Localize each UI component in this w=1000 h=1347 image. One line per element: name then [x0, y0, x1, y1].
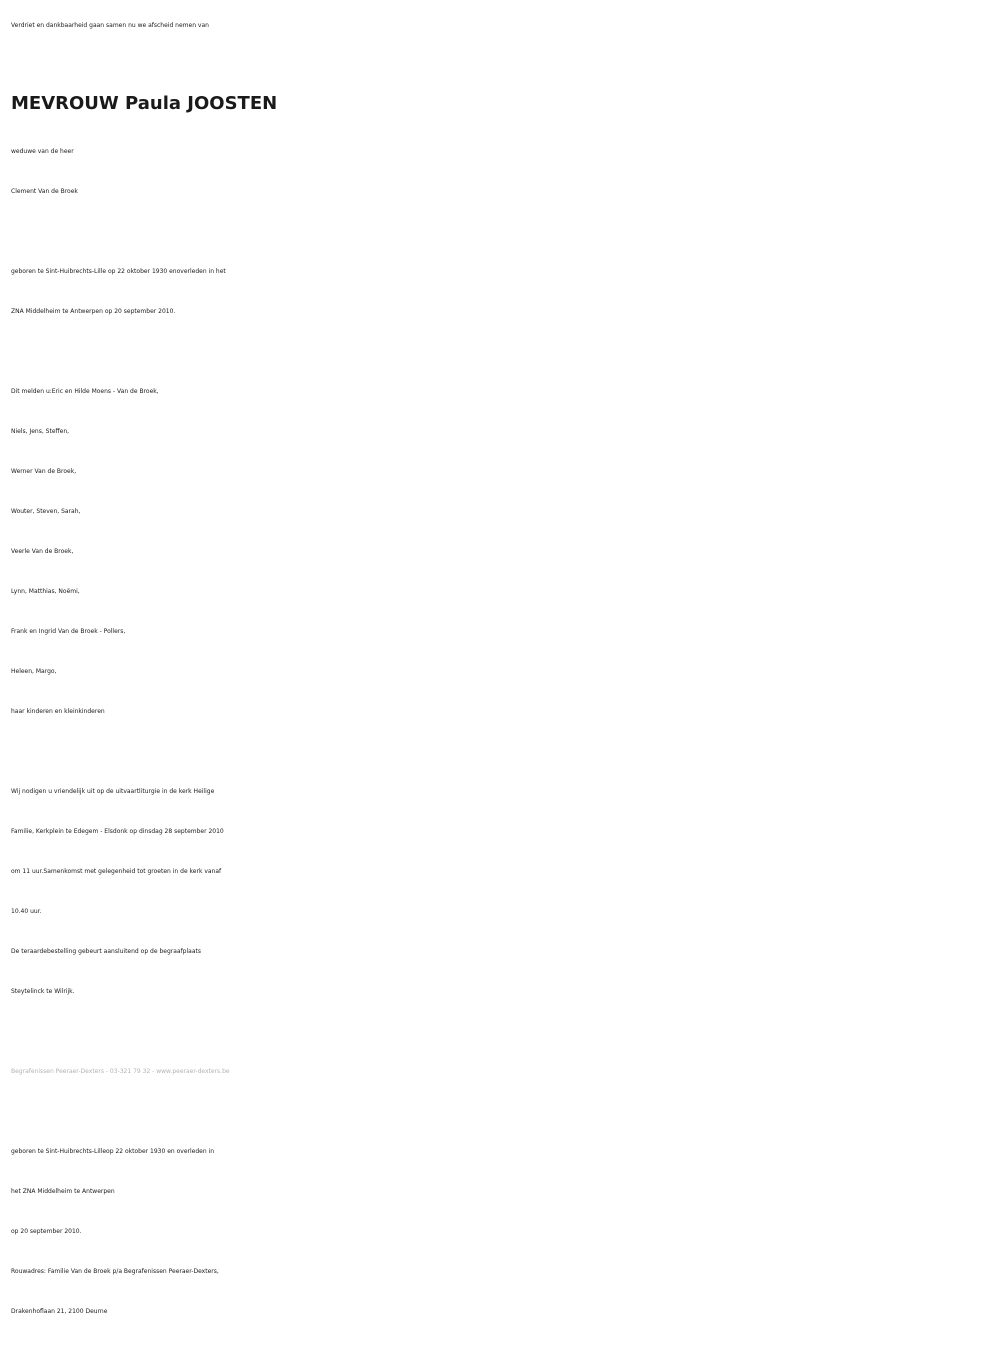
spouse-block	[11, 132, 991, 212]
birth-death-line: ZNA Middelheim te Antwerpen op 20 september 2010.	[11, 308, 176, 315]
family-line: Niels, Jens, Steffen,	[11, 428, 70, 435]
closing-line: het ZNA Middelheim te Antwerpen	[11, 1188, 115, 1195]
funeral-home-footer: Begrafenissen Peeraer-Dexters - 03-321 79 32 - www.peeraer-dexters.be	[11, 1068, 230, 1075]
spacer	[11, 1012, 991, 1052]
family-line: Lynn, Matthias, Noëmi,	[11, 588, 80, 595]
family-line: Frank en Ingrid Van de Broek - Pollers,	[11, 628, 126, 635]
closing-line: Drakenhoflaan 21, 2100 Deurne	[11, 1308, 108, 1315]
family-line: Werner Van de Broek,	[11, 468, 77, 475]
ceremony-line: om 11 uur.Samenkomst met gelegenheid tot groeten in de kerk vanaf	[11, 868, 222, 875]
spacer	[11, 212, 991, 252]
spacer	[11, 1092, 991, 1132]
birth-death-block	[11, 252, 991, 332]
family-block	[11, 372, 991, 732]
ceremony-line: 10.40 uur.	[11, 908, 42, 915]
spouse-line: Clement Van de Broek	[11, 188, 78, 195]
family-line: Wouter, Steven, Sarah,	[11, 508, 81, 515]
family-line: Veerle Van de Broek,	[11, 548, 74, 555]
ceremony-line: Familie, Kerkplein te Edegem - Elsdonk op dinsdag 28 september 2010	[11, 828, 224, 835]
intro-text: Verdriet en dankbaarheid gaan samen nu we afscheid nemen van	[11, 22, 209, 29]
deceased-name: MEVROUW Paula JOOSTEN	[11, 93, 278, 114]
closing-line: geboren te Sint-Huibrechts-Lilleop 22 oktober 1930 en overleden in	[11, 1148, 215, 1155]
ceremony-line: De teraardebestelling gebeurt aansluitend op de begraafplaats	[11, 948, 201, 955]
obituary-notice	[11, 0, 991, 1332]
ceremony-line: Wij nodigen u vriendelijk uit op de uitvaartliturgie in de kerk Heilige	[11, 788, 215, 795]
spacer	[11, 332, 991, 372]
family-line: Dit melden u:Eric en Hilde Moens - Van de Broek,	[11, 388, 159, 395]
family-line: haar kinderen en kleinkinderen	[11, 708, 105, 715]
closing-line: op 20 september 2010.	[11, 1228, 82, 1235]
spouse-line: weduwe van de heer	[11, 148, 74, 155]
closing-block	[11, 1132, 991, 1332]
ceremony-block	[11, 772, 991, 1012]
spacer	[11, 732, 991, 772]
ceremony-line: Steytelinck te Wilrijk.	[11, 988, 75, 995]
family-line: Heleen, Margo,	[11, 668, 57, 675]
closing-line: Rouwadres: Familie Van de Broek p/a Begrafenissen Peeraer-Dexters,	[11, 1268, 219, 1275]
birth-death-line: geboren te Sint-Huibrechts-Lille op 22 oktober 1930 enoverleden in het	[11, 268, 226, 275]
